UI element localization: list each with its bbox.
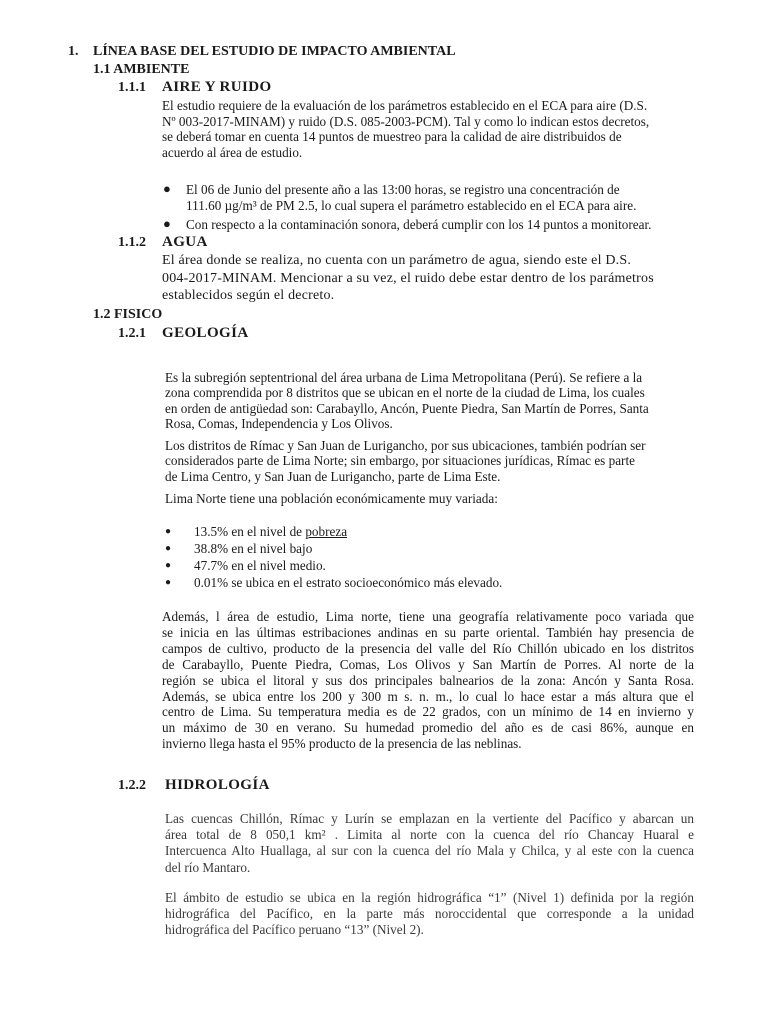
text-line: Es la subregión septentrional del área urbana de Lima Metropolitana (Perú). Se refiere a la [165, 370, 643, 385]
text-line: acuerdo al área de estudio. [162, 144, 303, 160]
text-line: centro de Lima. Su temperatura media es de 22 grados, con un mínimo de 14 en invierno y [162, 704, 694, 720]
text-line: Con respecto a la contaminación sonora, deberá cumplir con los 14 puntos a monitorear. [186, 217, 652, 232]
text-line: del río Mantaro. [165, 859, 251, 875]
heading-number-agua: 1.1.2 [118, 235, 146, 250]
heading-number-hidrologia: 1.2.2 [118, 778, 146, 793]
text-line: El 06 de Junio del presente año a las 13:00 horas, se registro una concentración de [186, 182, 620, 197]
text-line: El estudio requiere de la evaluación de los parámetros establecido en el ECA para aire (D.S. [162, 98, 648, 113]
paragraph-geologia-4 [162, 609, 694, 752]
text-line: hidrográfica del Pacífico peruano “13” (Nivel 2). [165, 922, 424, 938]
heading-number-aire: 1.1.1 [118, 80, 146, 95]
text-line: 111.60 µg/m³ de PM 2.5, lo cual supera el parámetro establecido en el ECA para aire. [186, 197, 637, 213]
list-item: 38.8% en el nivel bajo [194, 541, 313, 556]
list-item-text: 13.5% en el nivel de [194, 524, 306, 539]
section-number: 1. [68, 44, 79, 59]
heading-geologia: GEOLOGÍA [162, 325, 249, 341]
paragraph-geologia-2 [165, 438, 646, 484]
text-line: de Carabayllo, Puente Piedra, Comas, Los Olivos y San Martín de Porres. Al norte de la [162, 656, 694, 672]
paragraph-hidrologia-1 [165, 811, 694, 876]
text-line: El ámbito de estudio se ubica en la región hidrográfica “1” (Nivel 1) definida por la región [165, 890, 694, 905]
text-line: Además, se ubica entre los 200 y 300 m s. n. m., lo cual lo hace estar a más altura que el [162, 688, 694, 704]
list-item: 47.7% en el nivel medio. [194, 558, 326, 573]
text-line: Rosa, Comas, Independencia y Los Olivos. [165, 416, 393, 432]
bullet-item [186, 217, 651, 233]
text-line: zona comprendida por 8 distritos que se ubican en el norte de la ciudad de Lima, los cuales [165, 385, 645, 401]
text-line: un máximo de 30 en verano. Su humedad promedio del año es de casi 86%, aunque en [162, 720, 694, 736]
text-line: establecidos según el decreto. [162, 288, 335, 303]
text-line: área total de 8 050,1 km² . Limita al norte con la cuenca del río Chancay Huaral e [165, 827, 694, 843]
text-line: campos de cultivo, producto de la presencia del valle del Río Chillón ubicado en los distritos [162, 640, 694, 656]
bullet-icon: ● [163, 181, 171, 196]
heading-agua: AGUA [162, 234, 208, 250]
bullet-icon: ● [165, 526, 172, 537]
text-line: de Lima Centro, y San Juan de Lurigancho, parte de Lima Este. [165, 468, 501, 484]
text-line: se inicia en las últimas estribaciones andinas en su parte oriental. También hay presencia de [162, 624, 694, 640]
bullet-icon: ● [165, 560, 172, 571]
paragraph-agua [162, 252, 654, 305]
text-line: invierno llega hasta el 95% producto de la presencia de las neblinas. [162, 736, 522, 752]
bullet-item [186, 182, 636, 213]
text-line: región se ubica el litoral y sus dos principales balnearios de la zona: Ancón y Santa Rosa. [162, 672, 694, 688]
pobreza-link[interactable]: pobreza [305, 524, 348, 539]
text-line: considerados parte de Lima Norte; sin embargo, por situaciones jurídicas, Rímac es parte [165, 453, 635, 469]
text-line: 004-2017-MINAM. Mencionar a su vez, el ruido debe estar dentro de los parámetros [162, 270, 654, 286]
heading-aire-ruido: AIRE Y RUIDO [162, 79, 272, 95]
paragraph-geologia-3: Lima Norte tiene una población económicamente muy variada: [165, 491, 498, 506]
document-title: LÍNEA BASE DEL ESTUDIO DE IMPACTO AMBIENTAL [93, 44, 456, 59]
bullet-icon: ● [165, 577, 172, 588]
heading-ambiente: 1.1 AMBIENTE [93, 62, 190, 77]
heading-number-geologia: 1.2.1 [118, 326, 146, 341]
list-item [194, 524, 347, 540]
text-line: se deberá tomar en cuenta 14 puntos de muestreo para la calidad de aire distribuidos de [162, 129, 622, 145]
bullet-icon: ● [163, 216, 171, 231]
list-item: 0.01% se ubica en el estrato socioeconómico más elevado. [194, 575, 503, 590]
text-line: Además, l área de estudio, Lima norte, tiene una geografía relativamente poco variada que [162, 609, 694, 624]
paragraph-hidrologia-2 [165, 890, 694, 939]
text-line: El área donde se realiza, no cuenta con un parámetro de agua, siendo este el D.S. [162, 253, 632, 268]
heading-hidrologia: HIDROLOGÍA [165, 777, 270, 793]
heading-fisico: 1.2 FISICO [93, 307, 163, 322]
text-line: Nº 003-2017-MINAM) y ruido (D.S. 085-2003-PCM). Tal y como lo indican estos decretos, [162, 113, 650, 129]
text-line: hidrográfica del Pacífico, en la parte más noroccidental que corresponde a la unidad [165, 906, 694, 922]
text-line: Intercuenca Alto Huallaga, al sur con la cuenca del río Mala y Chilca, y al este con la cuenca [165, 843, 694, 859]
paragraph-geologia-1 [165, 370, 649, 432]
text-line: Los distritos de Rímac y San Juan de Lurigancho, por sus ubicaciones, también podrían ser [165, 438, 646, 453]
bullet-icon: ● [165, 543, 172, 554]
text-line: Las cuencas Chillón, Rímac y Lurín se emplazan en la vertiente del Pacífico y abarcan un [165, 811, 694, 826]
paragraph-aire [162, 98, 694, 160]
text-line: en orden de antigüedad son: Carabayllo, Ancón, Puente Piedra, San Martín de Porres, Santa [165, 400, 649, 416]
